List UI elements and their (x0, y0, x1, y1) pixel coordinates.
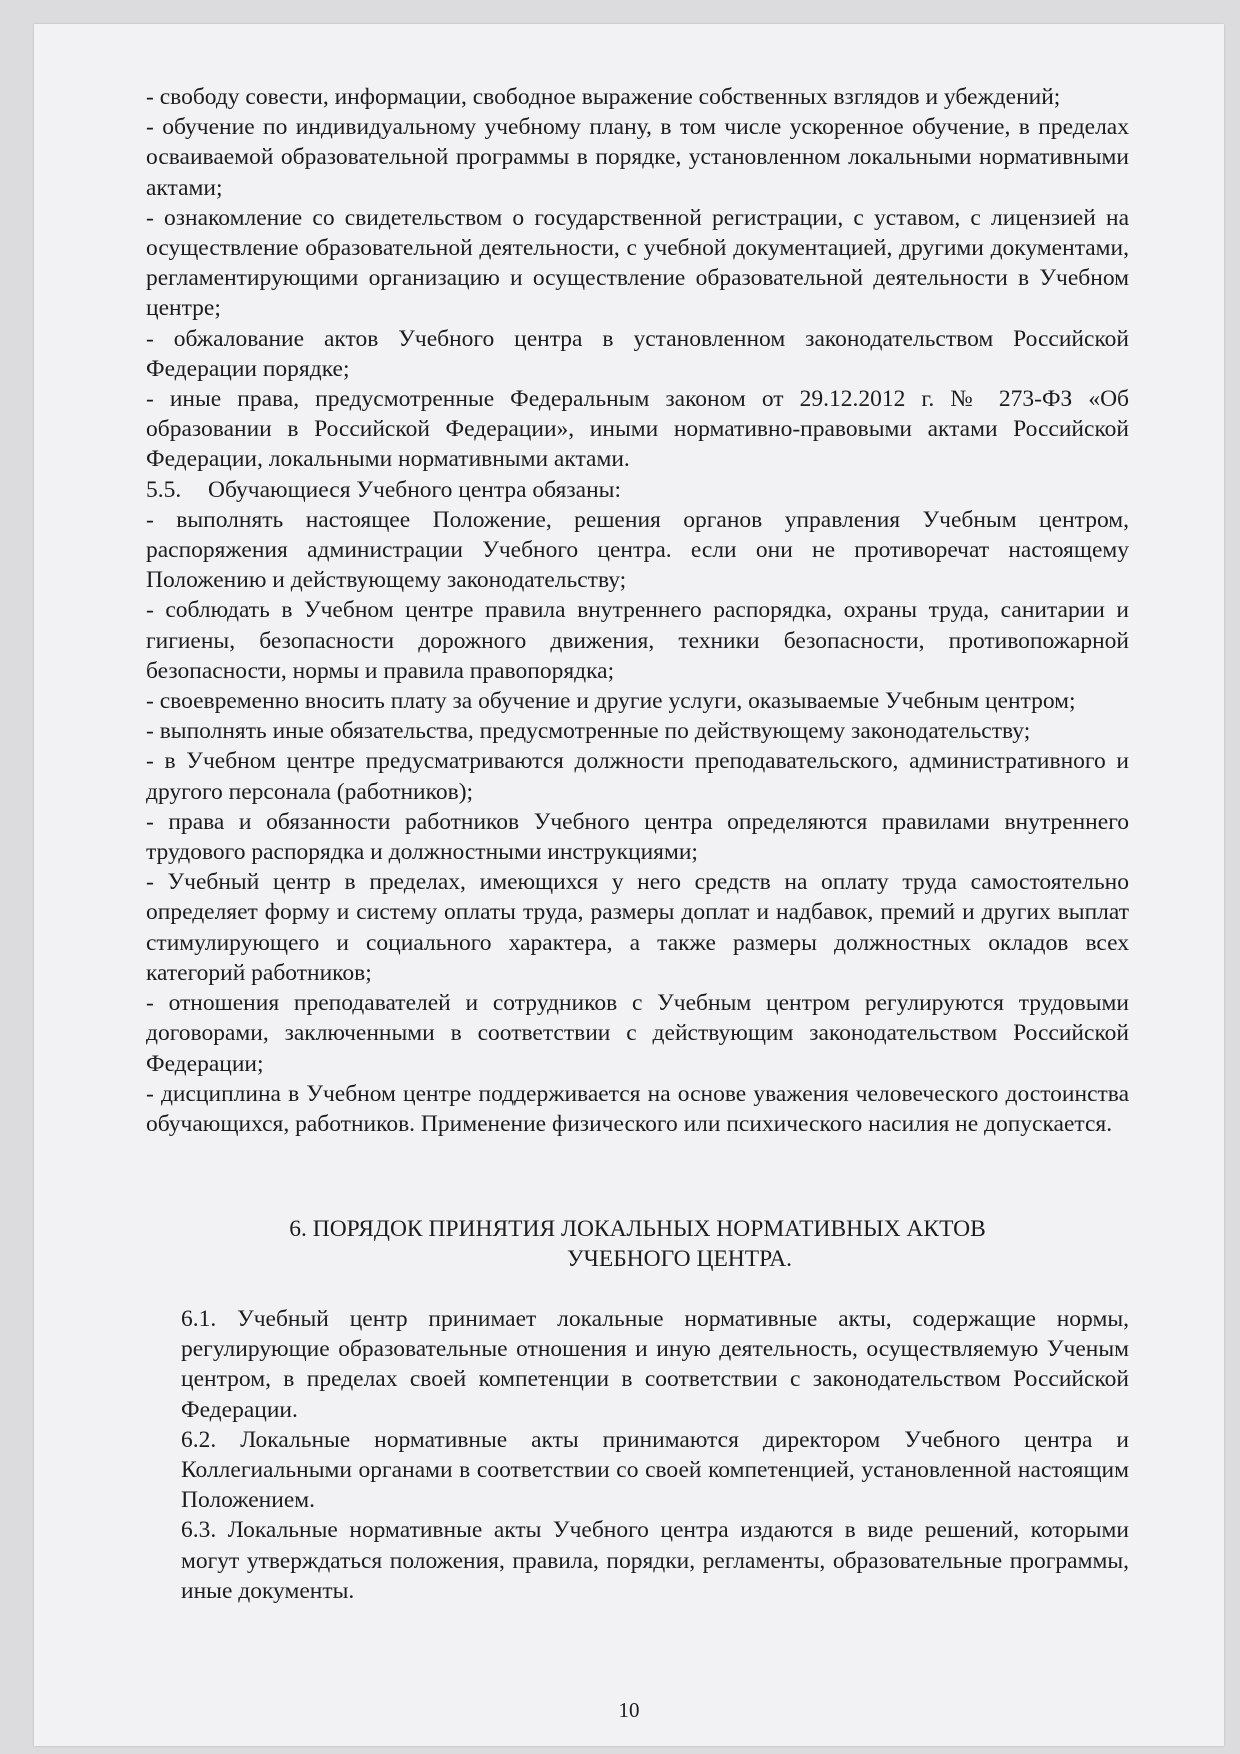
paragraph: - выполнять настоящее Положение, решения органов управления Учебным центром, распоряжения администрации Учебного центра. если они не противоречат настоящему Положению и действующему законодательству; (146, 506, 1129, 594)
paragraph: - своевременно вносить плату за обучение и другие услуги, оказываемые Учебным центром; (146, 688, 1076, 715)
paragraph: 6.3. Локальные нормативные акты Учебного центра издаются в виде решений, которыми могут утверждаться положения, правила, порядки, регламенты, образовательные программы, иные документы. (181, 1517, 1129, 1604)
paragraph: - выполнять иные обязательства, предусмотренные по действующему законодательству; (146, 718, 1031, 745)
paragraph: 6.1. Учебный центр принимает локальные нормативные акты, содержащие нормы, регулирующие образовательные отношения и иную деятельность, осуществляемую Ученым центром, в пределах своей компетенции в соответствии с законодательством Российской Федерации. (181, 1306, 1129, 1423)
paragraph: - права и обязанности работников Учебного центра определяются правилами внутреннего трудового распорядка и должностными инструкциями; (146, 808, 1129, 866)
paragraph: - иные права, предусмотренные Федеральным законом от 29.12.2012 г. № 273-ФЗ «Об образовании в Российской Федерации», иными нормативно-правовыми актами Российской Федерации, локальными нормативными актами. (146, 386, 1129, 473)
section-heading-line-1: 6. ПОРЯДОК ПРИНЯТИЯ ЛОКАЛЬНЫХ НОРМАТИВНЫХ АКТОВ (289, 1216, 986, 1242)
item-5-5 (146, 475, 1129, 505)
page-number: 10 (618, 1698, 640, 1722)
section-6-body (181, 1304, 1129, 1606)
section-6-heading (146, 1214, 1129, 1274)
paragraph: - Учебный центр в пределах, имеющихся у него средств на оплату труда самостоятельно определяет форму и систему оплаты труда, размеры доплат и надбавок, премий и других выплат стимулирующего и социального характера, а также размеры должностных окладов всех категорий работников; (146, 869, 1129, 986)
paragraph: - соблюдать в Учебном центре правила внутреннего распорядка, охраны труда, санитарии и гигиены, безопасности дорожного движения, техники безопасности, противопожарной безопасности, нормы и правила правопорядка; (146, 597, 1129, 684)
paragraph: - свободу совести, информации, свободное выражение собственных взглядов и убеждений; (146, 84, 1061, 110)
paragraph: - обжалование актов Учебного центра в установленном законодательством Российской Федерации порядке; (146, 325, 1129, 382)
section-5-body (146, 82, 1129, 1139)
paragraph: - отношения преподавателей и сотрудников с Учебным центром регулируются трудовыми договорами, заключенными в соответствии с действующим законодательством Российской Федерации; (146, 990, 1129, 1077)
section-heading-line-2: УЧЕБНОГО ЦЕНТРА. (566, 1246, 793, 1273)
document-page (34, 24, 1224, 1746)
paragraph: - обучение по индивидуальному учебному плану, в том числе ускоренное обучение, в пределах осваиваемой образовательной программы в порядке, установленном локальными нормативными актами; (146, 114, 1129, 201)
paragraph: - ознакомление со свидетельством о государственной регистрации, с уставом, с лицензией на осуществление образовательной деятельности, с учебной документацией, другими документами, регламентирующими организацию и осуществление образовательной деятельности в Учебном центре; (146, 204, 1129, 322)
paragraph: 6.2. Локальные нормативные акты принимаются директором Учебного центра и Коллегиальными органами в соответствии со своей компетенцией, установленной настоящим Положением. (181, 1426, 1129, 1514)
paragraph: - в Учебном центре предусматриваются должности преподавательского, административного и другого персонала (работников); (146, 748, 1129, 805)
paragraph: - дисциплина в Учебном центре поддерживается на основе уважения человеческого достоинства обучающихся, работников. Применение физического или психического насилия не допускается. (146, 1080, 1129, 1137)
item-text: Обучающиеся Учебного центра обязаны: (208, 476, 621, 503)
item-number: 5.5. (146, 476, 182, 503)
